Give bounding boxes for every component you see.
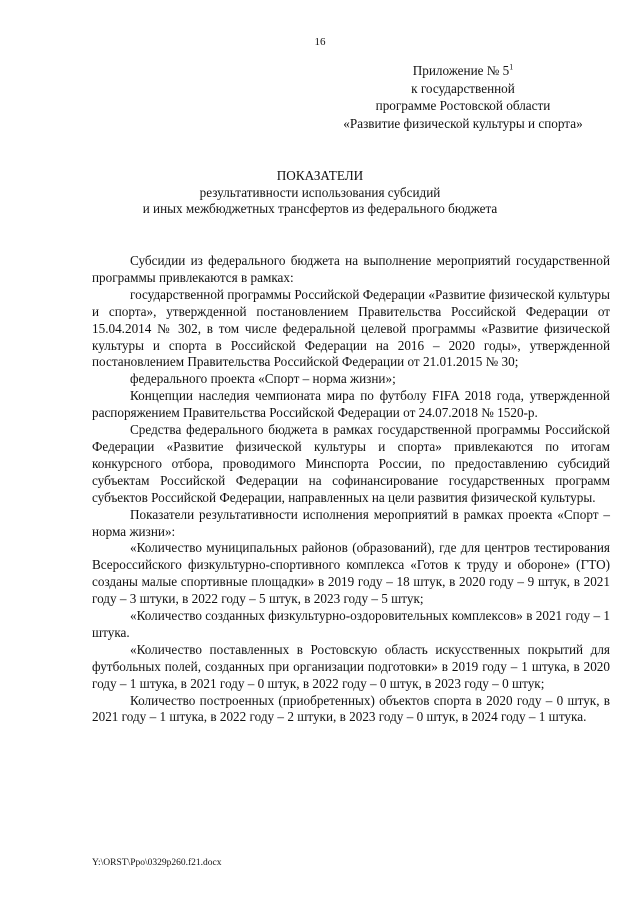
document-body <box>92 253 610 726</box>
paragraph: Количество построенных (приобретенных) объектов спорта в 2020 году – 0 штук, в 2021 году – 1 штука, в 2022 году – 2 штуки, в 2023 году – 0 штук, в 2024 году – 1 штука. <box>92 692 610 725</box>
paragraph: Средства федерального бюджета в рамках государственной программы Российской Федерации «Развитие физической культуры и спорта» привлекаются по итогам конкурсного отбора, проводимого Минспорта России, по предоставлению субсидий субъектам Российской Федерации на софинансирование государственных программ субъектов Российской Федерации, направленных на цели развития физической культуры. <box>92 422 610 505</box>
page-number: 16 <box>314 36 326 48</box>
appendix-line-1: Приложение № $5^1$ <box>412 62 514 78</box>
heading-title: ПОКАЗАТЕЛИ <box>276 168 364 183</box>
paragraph: «Количество созданных физкультурно-оздоровительных комплексов» в 2021 году – 1 штука. <box>92 608 610 640</box>
appendix-header <box>318 62 608 132</box>
appendix-line-4: «Развитие физической культуры и спорта» <box>343 115 583 131</box>
appendix-line-2: к государственной <box>411 80 515 96</box>
paragraph: «Количество муниципальных районов (образований), где для центров тестирования Всероссийского физкультурно-спортивного комплекса «Готов к труду и обороне» (ГТО) созданы малые спортивные площадки» в 2019 году – 18 штук, в 2020 году – 9 штук, в 2021 году – 3 штуки, в 2022 году – 5 штук, в 2023 году – 5 штук; <box>92 540 610 607</box>
paragraph: Субсидии из федерального бюджета на выполнение мероприятий государственной программы привлекаются в рамках: <box>92 253 610 285</box>
paragraph: государственной программы Российской Федерации «Развитие физической культуры и спорта», утвержденной постановлением Правительства Российской Федерации от 15.04.2014 № 302, в том числе федеральной целевой программы «Развитие физической культуры и спорта в Российской Федерации на 2016 – 2020 годы», утвержденной постановлением Правительства Российской Федерации от 21.01.2015 № 30; <box>92 286 610 370</box>
document-heading <box>0 168 640 218</box>
paragraph: Концепции наследия чемпионата мира по футболу FIFA 2018 года, утвержденной распоряжением Правительства Российской Федерации от 24.07.2018 № 1520-р. <box>92 388 610 421</box>
appendix-line-3: программе Ростовской области <box>375 98 551 113</box>
appendix-superscript: 1 <box>509 62 514 72</box>
file-path-footer: Y:\ORST\Ppo\0329p260.f21.docx <box>92 858 222 868</box>
paragraph: «Количество поставленных в Ростовскую область искусственных покрытий для футбольных полей, созданных при организации подготовки» в 2019 году – 1 штука, в 2020 году – 1 штука, в 2021 году – 0 штук, в 2022 году – 0 штук, в 2023 году – 0 штук; <box>92 641 610 691</box>
paragraph: федерального проекта «Спорт – норма жизни»; <box>130 371 396 387</box>
paragraph: Показатели результативности исполнения мероприятий в рамках проекта «Спорт – норма жизни»: <box>92 506 610 539</box>
heading-subtitle-2: и иных межбюджетных трансфертов из федерального бюджета <box>142 201 498 216</box>
heading-subtitle-1: результативности использования субсидий <box>199 184 441 200</box>
